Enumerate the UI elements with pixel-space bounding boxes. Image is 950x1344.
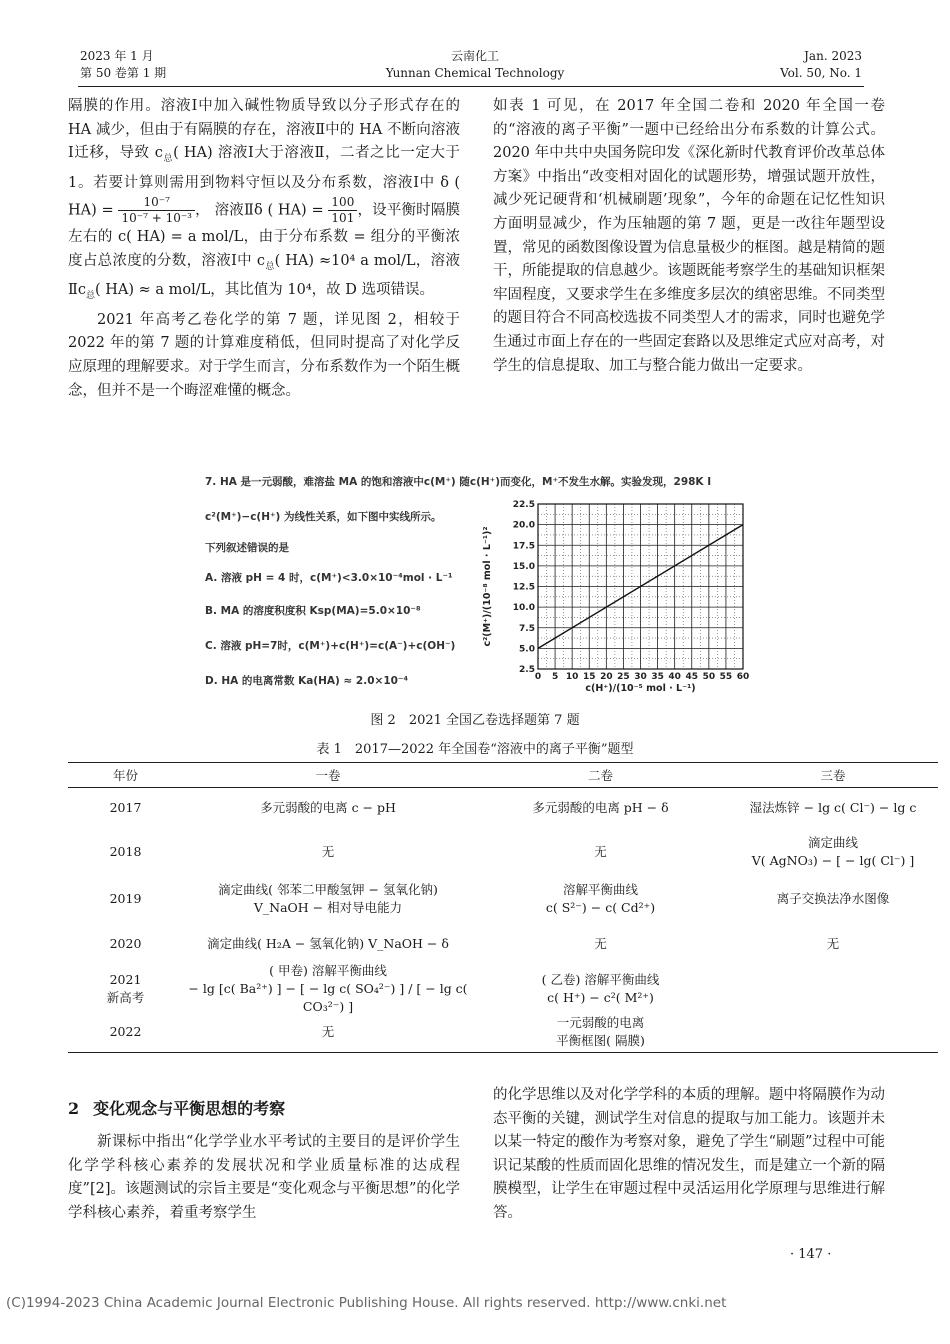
header-year: 年份 bbox=[112, 768, 138, 783]
header-paper-3: 三卷 bbox=[820, 768, 846, 783]
table-cell bbox=[728, 834, 938, 870]
option-b: B. MA 的溶度积度积 Ksp(MA)=5.0×10⁻⁸ bbox=[205, 605, 421, 617]
cell-text: 一元弱酸的电离 bbox=[556, 1015, 645, 1030]
header-paper-1: 一卷 bbox=[315, 768, 341, 783]
figure-caption: 图 2 2021 全国乙卷选择题第 7 题 bbox=[370, 713, 580, 728]
x-tick-label: 20 bbox=[600, 672, 613, 682]
table-cell bbox=[68, 843, 183, 861]
cell-text: 2022 bbox=[109, 1024, 142, 1039]
left-paragraph-2: 2021 年高考乙卷化学的第 7 题，详见图 2，相较于 2022 年的第 7 题的计算难度稍低，但同时提高了对化学反应原理的理解要求。对于学生而言，分布系数作为一个陌生概念，但并不是一个晦涩难懂的概念。 bbox=[68, 311, 460, 399]
figure-exam-question bbox=[200, 472, 755, 702]
table-cell bbox=[183, 935, 473, 953]
table-cell bbox=[68, 1023, 183, 1041]
x-tick-label: 0 bbox=[534, 672, 542, 682]
cell-text: − lg [c( Ba²⁺) ] − [ − lg c( SO₄²⁻) ] / [ − lg c( CO₃²⁻) ] bbox=[188, 981, 468, 1014]
table-cell bbox=[68, 971, 183, 1007]
cell-text: 滴定曲线 bbox=[807, 834, 858, 850]
cell-text: 新高考 bbox=[106, 990, 145, 1005]
cell-text: 滴定曲线( H₂A − 氢氧化钠) V_NaOH − δ bbox=[207, 936, 449, 951]
right-paragraph-1: 如表 1 可见，在 2017 年全国二卷和 2020 年全国一卷的“溶液的离子平衡”一题中已经给出分布系数的计算公式。2020 年中共中央国务院印发《深化新时代教育评价改革总体方案》中指出“改变相对固化的试题形势，增强试题开放性，减少死记硬背和‘机械刷题’现象”，今年的命题在记忆性知识方面明显减少，作为压轴题的第 7 题，更是一改往年题型设置，常见的函数图像设置为信息量极少的框图。越是精简的题干，所能提取的信息越少。该题既能考察学生的基础知识框架牢固程度，又要求学生在多维度多层次的缜密思维。不同类型的题目符合不同高校选拔不同类型人才的需求，同时也避免学生通过市面上存在的一些固定套路以及思维定式应对高考，对学生的信息提取、加工与整合能力做出一定要求。 bbox=[493, 98, 885, 374]
x-tick-label: 40 bbox=[668, 672, 681, 682]
header-rule bbox=[78, 86, 864, 87]
header-paper-2: 二卷 bbox=[587, 768, 613, 783]
table-cell bbox=[473, 971, 728, 1007]
table-cell bbox=[473, 799, 728, 817]
data-table bbox=[68, 762, 938, 1053]
cell-text: 多元弱酸的电离 c − pH bbox=[260, 800, 396, 815]
x-tick-label: 5 bbox=[551, 672, 559, 682]
table-cell bbox=[473, 1014, 728, 1050]
table-cell bbox=[473, 935, 728, 953]
section-number: 2 bbox=[68, 1099, 80, 1118]
y-tick-label: 20.0 bbox=[512, 520, 535, 531]
y-tick-label: 12.5 bbox=[512, 582, 535, 593]
x-tick-label: 60 bbox=[736, 672, 750, 682]
header-date-en: Jan. 2023 bbox=[804, 49, 862, 63]
table-cell bbox=[728, 799, 938, 817]
y-tick-label: 2.5 bbox=[519, 665, 535, 675]
cell-text: 无 bbox=[594, 936, 607, 951]
cell-text: 离子交换法净水图像 bbox=[776, 890, 890, 906]
cell-text: 无 bbox=[321, 843, 335, 859]
table-cell bbox=[68, 799, 183, 817]
fraction-formula-1: $\frac{\text{10⁻⁷}}{\text{10⁻⁷ + 10⁻³}}$ bbox=[118, 195, 195, 226]
x-tick-label: 35 bbox=[651, 672, 664, 682]
cell-text: ( 甲卷) 溶解平衡曲线 bbox=[269, 963, 387, 978]
cell-text: V_NaOH − 相对导电能力 bbox=[253, 899, 403, 915]
table-cell bbox=[183, 1023, 473, 1041]
table-row bbox=[68, 828, 938, 875]
table-cell bbox=[473, 881, 728, 917]
option-a: A. 溶液 pH = 4 时，c(M⁺)<3.0×10⁻⁴mol · L⁻¹ bbox=[205, 572, 453, 584]
table-cell bbox=[728, 890, 938, 908]
x-tick-label: 50 bbox=[702, 672, 716, 682]
y-tick-label: 10.0 bbox=[512, 603, 535, 614]
journal-name-en: Yunnan Chemical Technology bbox=[385, 66, 565, 80]
page-number: · 147 · bbox=[790, 1247, 832, 1262]
cell-text: 无 bbox=[594, 843, 607, 859]
section-paragraph-right: 的化学思维以及对化学学科的本质的理解。题中将隔膜作为动态平衡的关键，测试学生对信息的提取与加工能力。该题并未以某一特定的酸作为考察对象，避免了学生“刷题”过程中可能识记某酸的性质而固化思维的情况发生，而是建立一个新的隔膜模型，让学生在审题过程中灵活运用化学原理与思维进行解答。 bbox=[493, 1087, 885, 1221]
table-cell bbox=[68, 935, 183, 953]
section-left-column bbox=[68, 1131, 460, 1225]
header-volume-en: Vol. 50, No. 1 bbox=[780, 66, 862, 80]
x-tick-label: 55 bbox=[719, 672, 733, 682]
table-row bbox=[68, 875, 938, 922]
cell-text: ( 乙卷) 溶解平衡曲线 bbox=[541, 972, 660, 987]
table-cell bbox=[183, 881, 473, 917]
cell-text: 2017 bbox=[109, 800, 142, 815]
header-issue-en bbox=[780, 48, 862, 82]
section-right-column bbox=[493, 1084, 885, 1226]
table-row bbox=[68, 922, 938, 966]
journal-name-cn: 云南化工 bbox=[450, 49, 499, 63]
y-tick-label: 15.0 bbox=[512, 561, 535, 572]
y-tick-label: 17.5 bbox=[512, 541, 535, 552]
copyright-footer: (C)1994-2023 China Academic Journal Electronic Publishing House. All rights reserved. http://www.cnki.net bbox=[6, 1295, 727, 1311]
cell-text: 2020 bbox=[109, 936, 142, 951]
cell-text: c( S²⁻) − c( Cd²⁺) bbox=[545, 899, 656, 915]
y-tick-label: 22.5 bbox=[512, 500, 535, 510]
table-caption: 表 1 2017—2022 年全国卷“溶液中的离子平衡”题型 bbox=[316, 742, 634, 757]
x-tick-label: 15 bbox=[582, 672, 596, 682]
x-tick-label: 30 bbox=[634, 672, 647, 682]
cell-text: 2019 bbox=[109, 890, 142, 906]
y-axis-label: c²(M⁺)/(10⁻⁸ mol · L⁻¹)² bbox=[482, 526, 493, 647]
table-cell bbox=[473, 843, 728, 861]
question-stem-2: c²(M⁺)−c(H⁺) 为线性关系，如下图中实线所示。 bbox=[205, 511, 442, 523]
question-stem-1: 7. HA 是一元弱酸，难溶盐 MA 的饱和溶液中c(M⁺) 随c(H⁺)而变化，M⁺不发生水解。实验发现，298K I bbox=[205, 476, 712, 488]
question-stem-3: 下列叙述错误的是 bbox=[205, 542, 289, 554]
left-column bbox=[68, 95, 460, 403]
table-bottom-rule bbox=[68, 1052, 938, 1053]
option-c: C. 溶液 pH=7时，c(M⁺)+c(H⁺)=c(A⁻)+c(OH⁻) bbox=[205, 640, 456, 652]
table-cell bbox=[183, 843, 473, 861]
table-row bbox=[68, 788, 938, 828]
cell-text: 2021 bbox=[109, 972, 142, 987]
cell-text: 多元弱酸的电离 pH − δ bbox=[532, 800, 669, 815]
table-cell bbox=[728, 935, 938, 953]
table-body bbox=[68, 788, 938, 1052]
table-row bbox=[68, 963, 938, 1014]
left-paragraph-1: 隔膜的作用。溶液Ⅰ中加入碱性物质导致以分子形式存在的 HA 减少，但由于有隔膜的存在，溶液Ⅱ中的 HA 不断向溶液Ⅰ迁移，导致 $c_总$( HA) 溶液Ⅰ大于溶液Ⅱ，二者之比一定大于 1。若要计算则需用到物料守恒以及分布系数，溶液Ⅰ中 δ ( HA) = $\frac{\text{10⁻⁷}}{\text{10⁻⁷ + 10⁻³}}$ ， 溶液Ⅱδ ( HA) = $\frac{100}{101}$ ，设平衡时隔膜左右的 c( HA) = a mol/L，由于分布系数 = 组分的平衡浓度占总浓度的分数，溶液Ⅰ中 $c_总$( HA) ≈10⁴ a mol/L，溶液$Ⅱc_总$( HA) ≈ a mol/L，其比值为 10⁴，故 D 选项错误。 bbox=[68, 98, 461, 302]
cell-text: 滴定曲线( 邻苯二甲酸氢钾 − 氢氧化钠) bbox=[218, 881, 438, 897]
section-title: 变化观念与平衡思想的考察 bbox=[93, 1099, 286, 1118]
line-chart bbox=[480, 492, 755, 702]
y-tick-label: 5.0 bbox=[519, 644, 535, 655]
x-tick-label: 10 bbox=[565, 672, 579, 682]
table-header-row bbox=[68, 763, 938, 787]
section-paragraph-left: 新课标中指出“化学学业水平考试的主要目的是评价学生化学学科核心素养的发展状况和学业质量标准的达成程度”[2]。该题测试的宗旨主要是“变化观念与平衡思想”的化学学科核心素养，着重考察学生 bbox=[68, 1134, 460, 1221]
x-axis-label: c(H⁺)/(10⁻⁵ mol · L⁻¹) bbox=[585, 683, 696, 694]
cell-text: 2018 bbox=[109, 843, 142, 859]
x-tick-label: 45 bbox=[685, 672, 699, 682]
cell-text: 湿法炼锌 − lg c( Cl⁻) − lg c bbox=[749, 800, 917, 815]
table-cell bbox=[183, 962, 473, 1016]
option-d: D. HA 的电离常数 Ka(HA) ≈ 2.0×10⁻⁴ bbox=[205, 675, 409, 687]
table-row bbox=[68, 1012, 938, 1052]
section-heading bbox=[68, 1096, 285, 1119]
cell-text: 无 bbox=[321, 1024, 335, 1039]
header-volume: 第 50 卷第 1 期 bbox=[80, 66, 167, 80]
cell-text: c( H⁺) − c²( M²⁺) bbox=[547, 990, 654, 1005]
cell-text: 溶解平衡曲线 bbox=[562, 881, 638, 897]
right-column bbox=[493, 95, 885, 378]
cell-text: V( AgNO₃) − [ − lg( Cl⁻) ] bbox=[751, 852, 915, 868]
header-date: 2023 年 1 月 bbox=[80, 49, 154, 63]
table-cell bbox=[183, 799, 473, 817]
cell-text: 无 bbox=[826, 936, 840, 951]
x-tick-label: 25 bbox=[617, 672, 630, 682]
table-cell bbox=[68, 890, 183, 908]
cell-text: 平衡框图( 隔膜) bbox=[556, 1033, 645, 1048]
y-tick-label: 7.5 bbox=[519, 623, 535, 634]
fraction-formula-2: $\frac{100}{101}$ bbox=[328, 195, 357, 226]
